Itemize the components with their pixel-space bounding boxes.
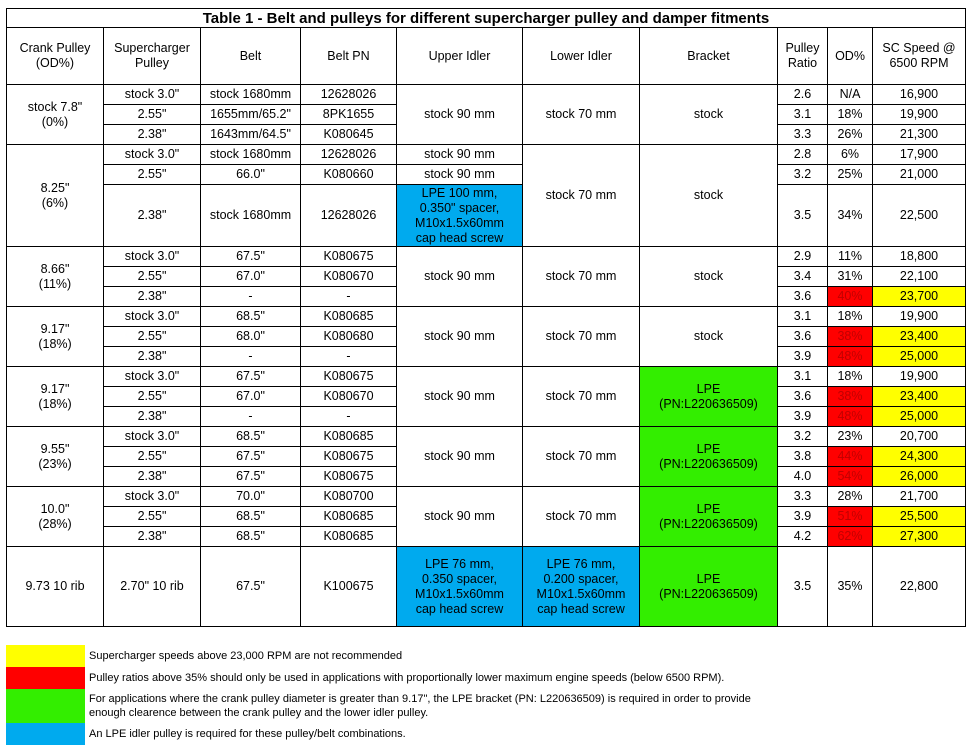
- crank-pulley-cell-line: 9.17": [40, 381, 70, 396]
- header-belt: Belt: [201, 28, 301, 85]
- pulley-ratio-cell: 3.2: [778, 165, 828, 185]
- lower-idler-cell-line: 0.200 spacer,: [543, 571, 619, 586]
- belt-cell: 67.5": [201, 247, 301, 267]
- crank-pulley-cell-line: 9.17": [40, 321, 70, 336]
- pulley-ratio-cell: 2.8: [778, 145, 828, 165]
- belt-pn-cell: K080685: [301, 527, 397, 547]
- belt-cell: 68.5": [201, 427, 301, 447]
- pulley-ratio-cell: 3.6: [778, 387, 828, 407]
- od-percent-cell: 31%: [828, 267, 873, 287]
- bracket-cell: stock: [640, 307, 778, 367]
- belt-cell: 66.0": [201, 165, 301, 185]
- legend-text: [89, 692, 751, 720]
- od-percent-cell: 40%: [828, 287, 873, 307]
- supercharger-pulley-cell: 2.55": [104, 105, 201, 125]
- lower-idler-cell: stock 70 mm: [523, 85, 640, 145]
- supercharger-pulley-cell: 2.55": [104, 267, 201, 287]
- belt-cell: 1643mm/64.5": [201, 125, 301, 145]
- supercharger-pulley-cell: 2.55": [104, 165, 201, 185]
- lower-idler-cell: stock 70 mm: [523, 367, 640, 427]
- supercharger-pulley-cell: stock 3.0": [104, 427, 201, 447]
- bracket-cell-line: (PN:L220636509): [659, 396, 758, 411]
- pulley-ratio-cell: 3.3: [778, 487, 828, 507]
- bracket-cell-line: LPE: [696, 571, 721, 586]
- crank-pulley-cell-line: (11%): [38, 276, 72, 291]
- crank-pulley-cell-line: (28%): [38, 516, 72, 531]
- bracket-cell: stock: [640, 85, 778, 145]
- crank-pulley-cell-line: stock 7.8": [27, 99, 83, 114]
- belt-pn-cell: K080675: [301, 367, 397, 387]
- belt-cell: 67.5": [201, 447, 301, 467]
- belt-pn-cell: K080660: [301, 165, 397, 185]
- sc-speed-cell: 21,000: [873, 165, 966, 185]
- upper-idler-cell-line: LPE 100 mm,: [421, 185, 498, 200]
- od-percent-cell: 35%: [828, 547, 873, 627]
- bracket-cell: [640, 367, 778, 427]
- od-percent-cell: 34%: [828, 185, 873, 247]
- sc-speed-cell: 19,900: [873, 105, 966, 125]
- lower-idler-cell: stock 70 mm: [523, 307, 640, 367]
- belt-pn-cell: K080670: [301, 387, 397, 407]
- crank-pulley-cell-line: (6%): [41, 195, 69, 210]
- header-pulley-ratio: Pulley Ratio: [778, 28, 828, 85]
- belt-pn-cell: K080685: [301, 427, 397, 447]
- legend-swatch: [6, 723, 85, 745]
- od-percent-cell: 48%: [828, 407, 873, 427]
- supercharger-pulley-cell: 2.38": [104, 347, 201, 367]
- pulley-ratio-cell: 3.9: [778, 347, 828, 367]
- bracket-cell-line: (PN:L220636509): [659, 456, 758, 471]
- upper-idler-cell: stock 90 mm: [397, 487, 523, 547]
- lower-idler-cell: stock 70 mm: [523, 145, 640, 247]
- belt-pn-cell: K080645: [301, 125, 397, 145]
- od-percent-cell: N/A: [828, 85, 873, 105]
- belt-pn-cell: -: [301, 347, 397, 367]
- od-percent-cell: 23%: [828, 427, 873, 447]
- belt-cell: 67.5": [201, 467, 301, 487]
- upper-idler-cell: [397, 185, 523, 247]
- sc-speed-cell: 26,000: [873, 467, 966, 487]
- upper-idler-cell: stock 90 mm: [397, 367, 523, 427]
- pulley-ratio-cell: 3.8: [778, 447, 828, 467]
- supercharger-pulley-cell: 2.38": [104, 287, 201, 307]
- belt-pn-cell: -: [301, 287, 397, 307]
- pulley-ratio-cell: 3.3: [778, 125, 828, 145]
- belt-cell: 68.0": [201, 327, 301, 347]
- od-percent-cell: 18%: [828, 307, 873, 327]
- bracket-cell: [640, 427, 778, 487]
- lower-idler-cell-line: M10x1.5x60mm: [536, 586, 626, 601]
- table-row: [7, 367, 966, 387]
- upper-idler-cell: stock 90 mm: [397, 145, 523, 165]
- belt-pn-cell: K080675: [301, 247, 397, 267]
- table-row: [7, 165, 966, 185]
- legend-item: [6, 689, 965, 723]
- legend-item: [6, 645, 965, 667]
- belt-cell: 67.0": [201, 387, 301, 407]
- sc-speed-cell: 19,900: [873, 307, 966, 327]
- supercharger-pulley-cell: 2.38": [104, 527, 201, 547]
- pulley-ratio-cell: 3.5: [778, 185, 828, 247]
- lower-idler-cell: [523, 547, 640, 627]
- supercharger-pulley-cell: 2.38": [104, 125, 201, 145]
- belt-cell: 67.0": [201, 267, 301, 287]
- crank-pulley-cell-line: 8.66": [40, 261, 70, 276]
- lower-idler-cell: stock 70 mm: [523, 427, 640, 487]
- od-percent-cell: 28%: [828, 487, 873, 507]
- od-percent-cell: 44%: [828, 447, 873, 467]
- belt-cell: stock 1680mm: [201, 185, 301, 247]
- supercharger-pulley-cell: stock 3.0": [104, 367, 201, 387]
- belt-cell: 68.5": [201, 307, 301, 327]
- sc-speed-cell: 22,800: [873, 547, 966, 627]
- supercharger-pulley-cell: stock 3.0": [104, 247, 201, 267]
- bracket-cell-line: LPE: [696, 501, 721, 516]
- header-crank-pulley: Crank Pulley (OD%): [7, 28, 104, 85]
- upper-idler-cell-line: 0.350 spacer,: [421, 571, 498, 586]
- od-percent-cell: 11%: [828, 247, 873, 267]
- belt-cell: stock 1680mm: [201, 145, 301, 165]
- legend-text-line: Pulley ratios above 35% should only be used in applications with proportionally lower maximum engine speeds (below 6500 RPM).: [89, 672, 725, 684]
- crank-pulley-cell-line: 9.73 10 rib: [25, 579, 85, 593]
- sc-speed-cell: 20,700: [873, 427, 966, 447]
- belt-cell: stock 1680mm: [201, 85, 301, 105]
- pulley-ratio-cell: 4.0: [778, 467, 828, 487]
- header-belt-pn: Belt PN: [301, 28, 397, 85]
- belt-cell: 67.5": [201, 367, 301, 387]
- sc-speed-cell: 17,900: [873, 145, 966, 165]
- pulley-ratio-cell: 2.6: [778, 85, 828, 105]
- belt-pn-cell: K080675: [301, 447, 397, 467]
- header-bracket: Bracket: [640, 28, 778, 85]
- supercharger-pulley-cell: stock 3.0": [104, 307, 201, 327]
- supercharger-pulley-cell: stock 3.0": [104, 145, 201, 165]
- table-row: [7, 307, 966, 327]
- supercharger-pulley-cell: 2.38": [104, 407, 201, 427]
- crank-pulley-cell: [7, 247, 104, 307]
- table-row: [7, 487, 966, 507]
- belt-pn-cell: -: [301, 407, 397, 427]
- upper-idler-cell: stock 90 mm: [397, 427, 523, 487]
- sc-speed-cell: 16,900: [873, 85, 966, 105]
- belt-cell: 68.5": [201, 507, 301, 527]
- pulley-ratio-cell: 2.9: [778, 247, 828, 267]
- supercharger-pulley-cell: stock 3.0": [104, 85, 201, 105]
- crank-pulley-cell: [7, 367, 104, 427]
- legend-text-line: For applications where the crank pulley diameter is greater than 9.17", the LPE bracket (PN: L220636509) is required in order to provide: [89, 693, 751, 705]
- bracket-cell-line: LPE: [696, 381, 721, 396]
- sc-speed-cell: 25,000: [873, 407, 966, 427]
- od-percent-cell: 62%: [828, 527, 873, 547]
- belt-pn-cell: K080700: [301, 487, 397, 507]
- legend-swatch: [6, 689, 85, 723]
- sc-speed-cell: 23,400: [873, 387, 966, 407]
- bracket-cell-line: LPE: [696, 441, 721, 456]
- supercharger-pulley-cell: 2.55": [104, 327, 201, 347]
- legend-text-line: enough clearence between the crank pulley and the lower idler pulley.: [89, 707, 429, 719]
- crank-pulley-cell-line: (18%): [38, 396, 72, 411]
- belt-cell: -: [201, 287, 301, 307]
- upper-idler-cell-line: 0.350" spacer,: [419, 200, 500, 215]
- sc-speed-cell: 22,500: [873, 185, 966, 247]
- belt-pn-cell: K080685: [301, 507, 397, 527]
- crank-pulley-cell: [7, 307, 104, 367]
- pulley-ratio-cell: 3.6: [778, 287, 828, 307]
- bracket-cell: stock: [640, 247, 778, 307]
- sc-speed-cell: 21,700: [873, 487, 966, 507]
- bracket-cell-line: (PN:L220636509): [659, 586, 758, 601]
- upper-idler-cell-line: LPE 76 mm,: [425, 556, 494, 571]
- belt-cell: 70.0": [201, 487, 301, 507]
- belt-pn-cell: K080685: [301, 307, 397, 327]
- belt-pn-cell: K080680: [301, 327, 397, 347]
- sc-speed-cell: 25,500: [873, 507, 966, 527]
- crank-pulley-cell-line: 9.55": [40, 441, 70, 456]
- belt-pn-cell: K080675: [301, 467, 397, 487]
- bracket-cell: [640, 487, 778, 547]
- table-row: [7, 145, 966, 165]
- pulley-ratio-cell: 3.1: [778, 105, 828, 125]
- upper-idler-cell: stock 90 mm: [397, 307, 523, 367]
- table-row: [7, 247, 966, 267]
- od-percent-cell: 51%: [828, 507, 873, 527]
- table-row: [7, 427, 966, 447]
- fitment-table-container: [6, 8, 965, 627]
- od-percent-cell: 26%: [828, 125, 873, 145]
- crank-pulley-cell: [7, 487, 104, 547]
- sc-speed-cell: 25,000: [873, 347, 966, 367]
- sc-speed-cell: 24,300: [873, 447, 966, 467]
- supercharger-pulley-cell: 2.55": [104, 507, 201, 527]
- legend: [6, 645, 965, 745]
- belt-pn-cell: K100675: [301, 547, 397, 627]
- upper-idler-cell-line: M10x1.5x60mm: [415, 215, 504, 230]
- belt-cell: -: [201, 347, 301, 367]
- od-percent-cell: 18%: [828, 367, 873, 387]
- header-od-percent: OD%: [828, 28, 873, 85]
- crank-pulley-cell-line: (23%): [38, 456, 72, 471]
- legend-text: [89, 671, 724, 685]
- supercharger-pulley-cell: 2.70" 10 rib: [104, 547, 201, 627]
- pulley-ratio-cell: 4.2: [778, 527, 828, 547]
- upper-idler-cell: stock 90 mm: [397, 85, 523, 145]
- bracket-cell: [640, 547, 778, 627]
- od-percent-cell: 54%: [828, 467, 873, 487]
- table-row: [7, 85, 966, 105]
- sc-speed-cell: 22,100: [873, 267, 966, 287]
- supercharger-pulley-cell: 2.55": [104, 387, 201, 407]
- upper-idler-cell: stock 90 mm: [397, 247, 523, 307]
- table-row: [7, 547, 966, 627]
- belt-cell: 1655mm/65.2": [201, 105, 301, 125]
- supercharger-pulley-cell: 2.55": [104, 447, 201, 467]
- upper-idler-cell-line: cap head screw: [415, 601, 504, 616]
- pulley-ratio-cell: 3.4: [778, 267, 828, 287]
- header-sc-speed: SC Speed @ 6500 RPM: [873, 28, 966, 85]
- upper-idler-cell: [397, 547, 523, 627]
- header-row: [7, 28, 966, 85]
- od-percent-cell: 38%: [828, 387, 873, 407]
- belt-pn-cell: K080670: [301, 267, 397, 287]
- od-percent-cell: 25%: [828, 165, 873, 185]
- supercharger-pulley-cell: 2.38": [104, 467, 201, 487]
- header-upper-idler: Upper Idler: [397, 28, 523, 85]
- legend-swatch: [6, 645, 85, 667]
- od-percent-cell: 6%: [828, 145, 873, 165]
- belt-pn-cell: 12628026: [301, 145, 397, 165]
- pulley-ratio-cell: 3.5: [778, 547, 828, 627]
- pulley-ratio-cell: 3.2: [778, 427, 828, 447]
- crank-pulley-cell-line: (18%): [38, 336, 72, 351]
- crank-pulley-cell-line: 8.25": [40, 180, 70, 195]
- upper-idler-cell-line: M10x1.5x60mm: [415, 586, 504, 601]
- legend-text-line: Supercharger speeds above 23,000 RPM are not recommended: [89, 650, 403, 662]
- sc-speed-cell: 19,900: [873, 367, 966, 387]
- legend-swatch: [6, 667, 85, 689]
- supercharger-pulley-cell: 2.38": [104, 185, 201, 247]
- crank-pulley-cell: [7, 85, 104, 145]
- lower-idler-cell: stock 70 mm: [523, 487, 640, 547]
- lower-idler-cell-line: cap head screw: [537, 601, 625, 616]
- table-row: [7, 185, 966, 247]
- table-title: Table 1 - Belt and pulleys for different supercharger pulley and damper fitments: [7, 9, 966, 28]
- od-percent-cell: 38%: [828, 327, 873, 347]
- pulley-ratio-cell: 3.9: [778, 507, 828, 527]
- header-supercharger-pulley: Supercharger Pulley: [104, 28, 201, 85]
- pulley-ratio-cell: 3.1: [778, 307, 828, 327]
- bracket-cell: stock: [640, 145, 778, 247]
- lower-idler-cell: stock 70 mm: [523, 247, 640, 307]
- header-lower-idler: Lower Idler: [523, 28, 640, 85]
- belt-cell: -: [201, 407, 301, 427]
- legend-item: [6, 723, 965, 745]
- sc-speed-cell: 21,300: [873, 125, 966, 145]
- fitment-table: [6, 8, 966, 627]
- legend-text: [89, 727, 406, 741]
- belt-cell: 68.5": [201, 527, 301, 547]
- belt-pn-cell: 8PK1655: [301, 105, 397, 125]
- sc-speed-cell: 18,800: [873, 247, 966, 267]
- belt-pn-cell: 12628026: [301, 185, 397, 247]
- upper-idler-cell-line: cap head screw: [415, 230, 504, 245]
- upper-idler-cell: stock 90 mm: [397, 165, 523, 185]
- supercharger-pulley-cell: stock 3.0": [104, 487, 201, 507]
- belt-pn-cell: 12628026: [301, 85, 397, 105]
- crank-pulley-cell-line: 10.0": [40, 501, 70, 516]
- crank-pulley-cell: [7, 427, 104, 487]
- pulley-ratio-cell: 3.6: [778, 327, 828, 347]
- belt-cell: 67.5": [201, 547, 301, 627]
- legend-text: [89, 649, 402, 663]
- crank-pulley-cell: [7, 145, 104, 247]
- sc-speed-cell: 23,700: [873, 287, 966, 307]
- crank-pulley-cell-line: (0%): [41, 114, 69, 129]
- legend-text-line: An LPE idler pulley is required for these pulley/belt combinations.: [89, 728, 406, 740]
- pulley-ratio-cell: 3.9: [778, 407, 828, 427]
- bracket-cell-line: (PN:L220636509): [659, 516, 758, 531]
- crank-pulley-cell: [7, 547, 104, 627]
- od-percent-cell: 48%: [828, 347, 873, 367]
- lower-idler-cell-line: LPE 76 mm,: [546, 556, 616, 571]
- pulley-ratio-cell: 3.1: [778, 367, 828, 387]
- sc-speed-cell: 27,300: [873, 527, 966, 547]
- od-percent-cell: 18%: [828, 105, 873, 125]
- legend-item: [6, 667, 965, 689]
- sc-speed-cell: 23,400: [873, 327, 966, 347]
